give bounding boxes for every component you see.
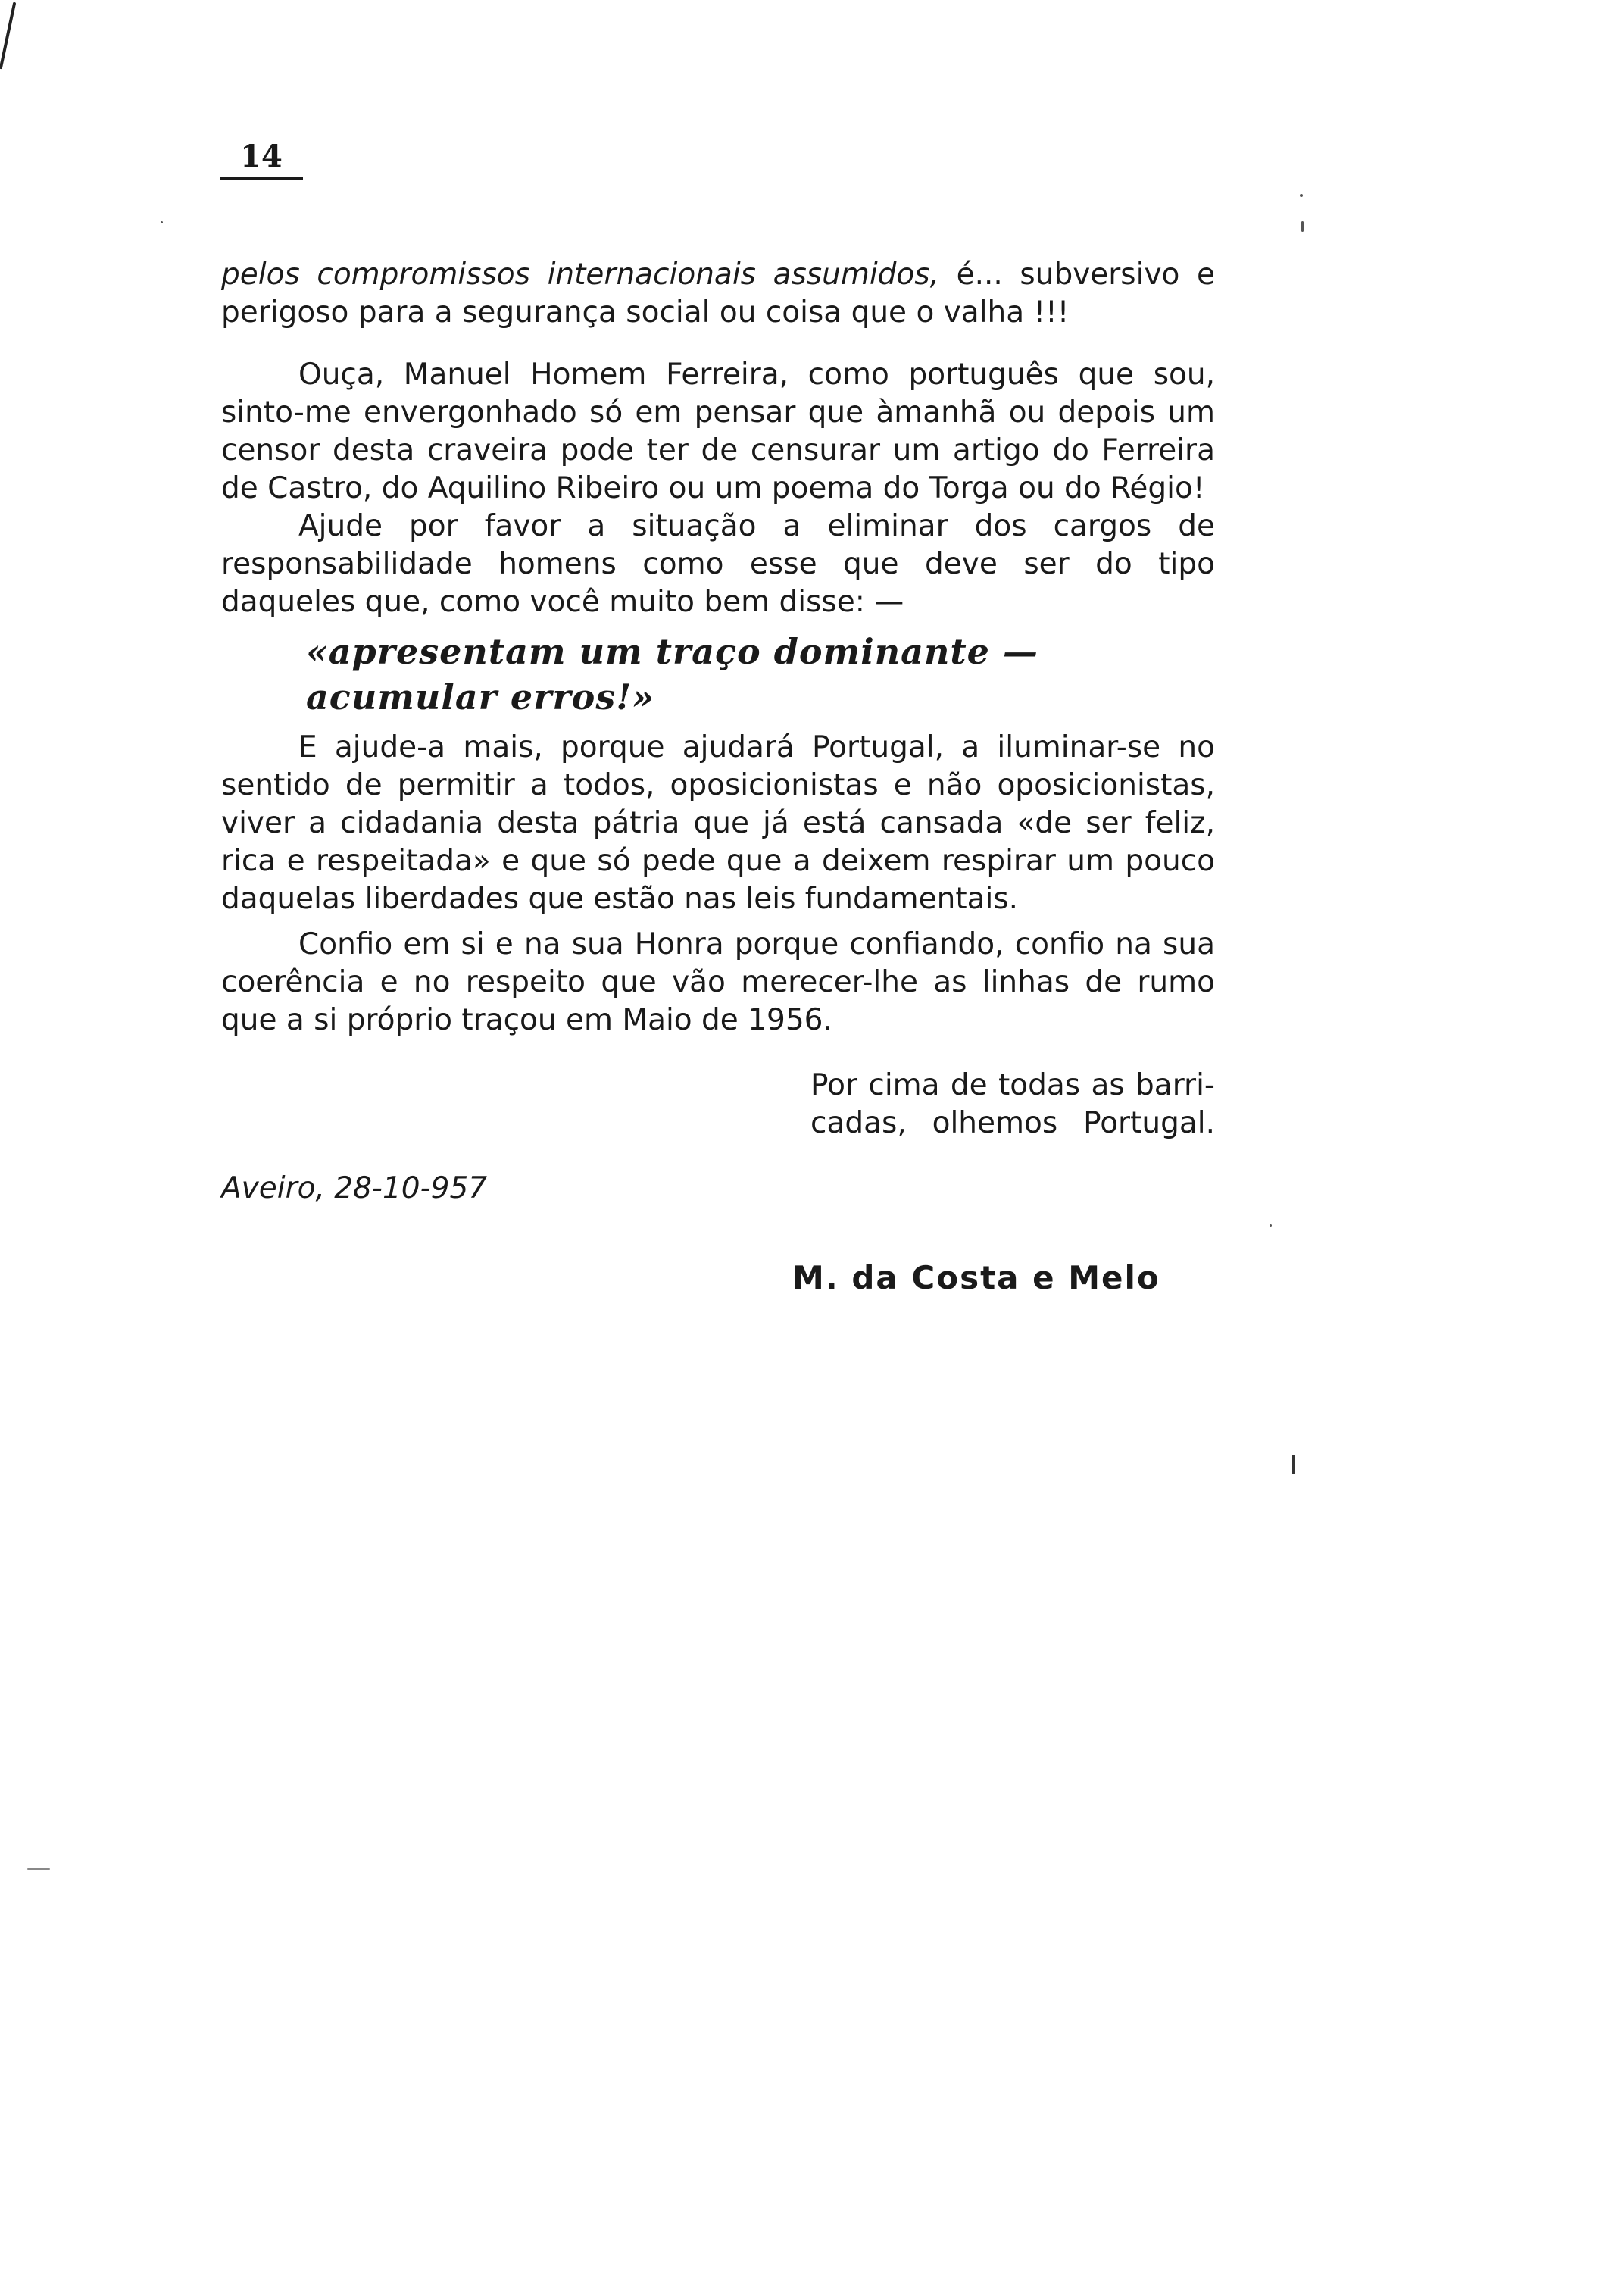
scan-speck: [1292, 1455, 1295, 1474]
page-number-rule: [220, 177, 303, 180]
scan-speck: [27, 1868, 50, 1870]
closing-line-1: Por cima de todas as barri-: [810, 1068, 1215, 1102]
continuation-italic-text: pelos compromissos internacionais assumidos,: [221, 258, 939, 292]
paragraph-ouca: [221, 356, 1215, 621]
signature: M. da Costa e Melo: [792, 1259, 1160, 1296]
continuation-text: é... subversivo e perigoso para a segurança social ou coisa que o valha !!!: [221, 258, 1215, 330]
paragraph-ouca-text: Ouça, Manuel Homem Ferreira, como português que sou, sinto-me envergonhado só em pensar que àmanhã ou depois um censor desta craveira pode ter de censurar um artigo do Ferreira de Castro, do Aquilino Ribeiro ou um poema do Torga ou do Régio!: [221, 358, 1215, 505]
scan-speck: [1301, 221, 1304, 232]
paragraph-ajude-text: Ajude por favor a situação a eliminar dos cargos de responsabilidade homens como esse que deve ser do tipo daqueles que, como você muito bem disse: —: [221, 509, 1215, 619]
paragraph-ajude-mais-text: E ajude-a mais, porque ajudará Portugal, a iluminar-se no sentido de permitir a todos, oposicionistas e não oposicionistas, viver a cidadania desta pátria que já está cansada «de ser feliz, rica e respeitada» e que só pede que a deixem respirar um pouco daquelas liberdades que estão nas leis fundamentais.: [221, 730, 1215, 916]
scan-speck: [1270, 1224, 1272, 1227]
paragraph-ajude-mais: [221, 729, 1215, 918]
place-and-date: Aveiro, 28-10-957: [221, 1171, 488, 1205]
closing-remark: [810, 1067, 1215, 1142]
closing-line-2: cadas, olhemos Portugal.: [810, 1106, 1215, 1140]
pull-quote: «apresentam um traço dominante — acumular erros!»: [306, 631, 1038, 717]
paragraph-confio: [221, 926, 1215, 1039]
scan-mark-top-left: [0, 2, 16, 70]
scan-speck: [1300, 194, 1303, 197]
paragraph-continuation: [221, 256, 1215, 332]
page-number: 14: [240, 139, 283, 174]
scan-speck: [161, 221, 163, 223]
paragraph-confio-text: Confio em si e na sua Honra porque confiando, confio na sua coerência e no respeito que vão merecer-lhe as linhas de rumo que a si próprio traçou em Maio de 1956.: [221, 927, 1215, 1037]
